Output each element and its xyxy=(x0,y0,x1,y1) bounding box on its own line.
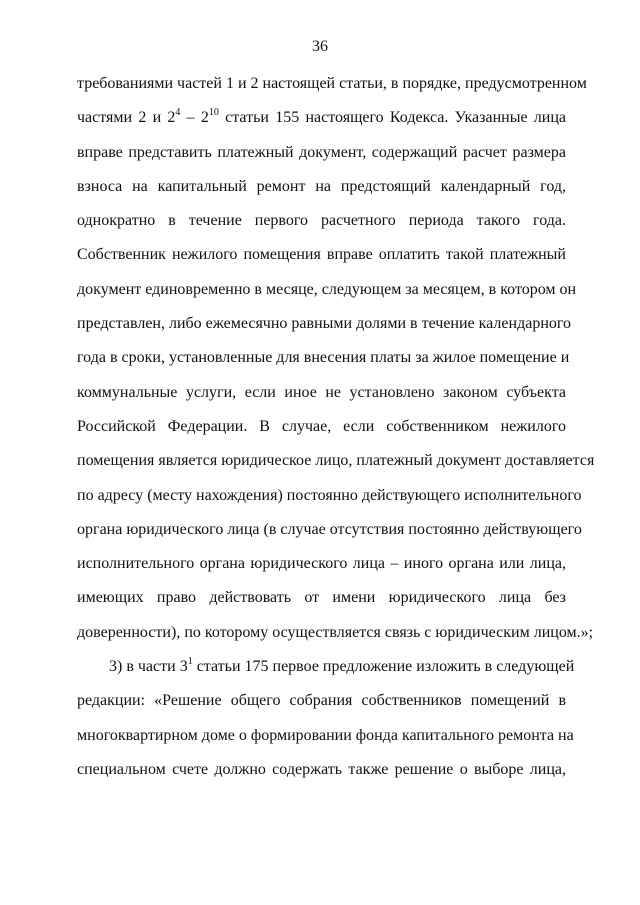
text-line: специальном счете должно содержать также решение о выборе лица, xyxy=(77,760,566,778)
text-line: документ единовременно в месяце, следующем за месяцем, в котором он xyxy=(77,280,577,298)
text-line: коммунальные услуги, если иное не установлено законом субъекта xyxy=(77,383,566,401)
text-line: органа юридического лица (в случае отсутствия постоянно действующего xyxy=(77,520,582,538)
text-line: по адресу (месту нахождения) постоянно действующего исполнительного xyxy=(77,486,582,504)
text-line: взноса на капитальный ремонт на предстоящий календарный год, xyxy=(77,177,566,195)
text-line: редакции: «Решение общего собрания собственников помещений в xyxy=(77,692,566,710)
text-line: доверенности), по которому осуществляется связь с юридическим лицом.»; xyxy=(77,623,594,641)
text-line: исполнительного органа юридического лица – иного органа или лица, xyxy=(77,555,566,573)
text-line: Собственник нежилого помещения вправе оплатить такой платежный xyxy=(77,246,566,264)
page-number: 36 xyxy=(312,38,328,55)
text-line: 3) в части $3^1$ статьи 175 первое предложение изложить в следующей xyxy=(109,656,575,676)
text-line: частями 2 и $2^4 - 2^{10}$ статьи 155 настоящего Кодекса. Указанные лица xyxy=(77,107,566,127)
text-line: требованиями частей 1 и 2 настоящей статьи, в порядке, предусмотренном xyxy=(77,75,587,92)
text-line: года в сроки, установленные для внесения платы за жилое помещение и xyxy=(77,349,570,367)
text-line: Российской Федерации. В случае, если собственником нежилого xyxy=(77,417,566,435)
document-body xyxy=(77,67,595,787)
text-line: имеющих право действовать от имени юридического лица без xyxy=(77,589,566,607)
text-line: вправе представить платежный документ, содержащий расчет размера xyxy=(77,143,566,161)
text-line: однократно в течение первого расчетного периода такого года. xyxy=(77,212,566,230)
text-line: представлен, либо ежемесячно равными долями в течение календарного xyxy=(77,315,572,333)
text-line: помещения является юридическое лицо, платежный документ доставляется xyxy=(77,452,595,470)
text-line: многоквартирном доме о формировании фонда капитального ремонта на xyxy=(77,726,574,744)
